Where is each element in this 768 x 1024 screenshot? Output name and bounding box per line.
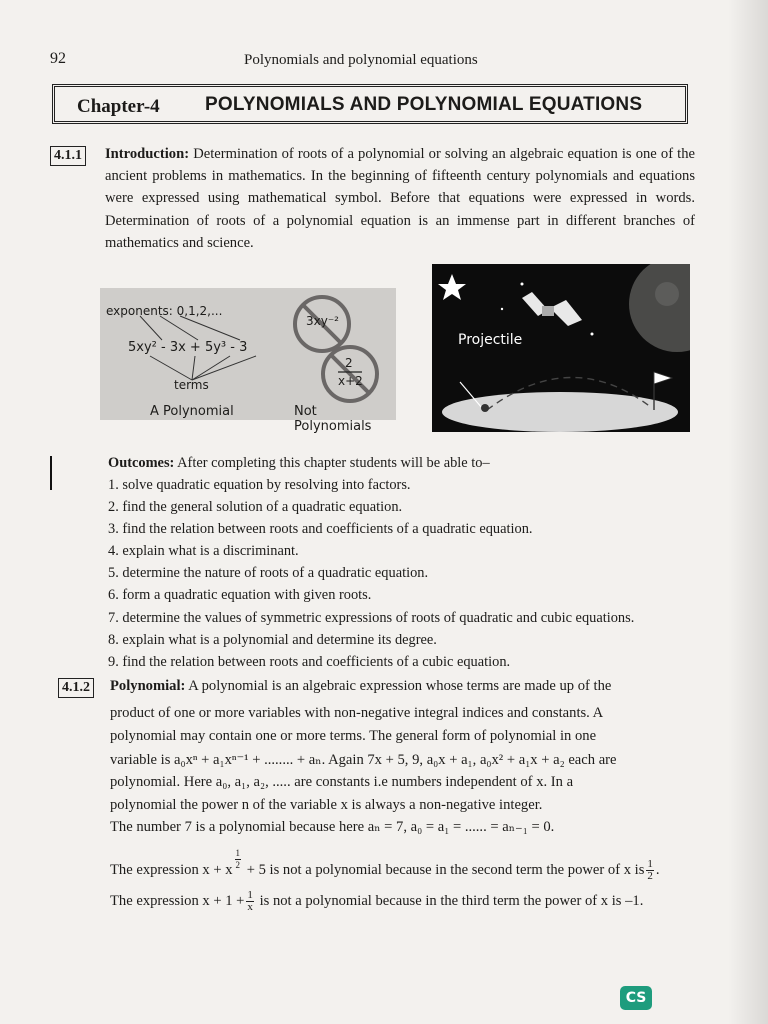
- scan-edge-shadow: [728, 0, 768, 1024]
- exponents-label: exponents: 0,1,2,...: [106, 304, 223, 318]
- caption-polynomial: A Polynomial: [150, 404, 234, 419]
- line8-part-a: The expression x + x: [110, 861, 233, 878]
- running-head: Polynomials and polynomial equations: [244, 52, 478, 68]
- polynomial-line-2: product of one or more variables with non-negative integral indices and constants. A: [110, 705, 604, 721]
- margin-mark: [50, 456, 52, 490]
- line9-part-b: is not a polynomial because in the third term the power of x is –1.: [259, 892, 644, 909]
- polynomial-heading: Polynomial:: [110, 678, 186, 694]
- outcome-item: 2. find the general solution of a quadratic equation.: [108, 499, 403, 516]
- polynomial-line-9: [110, 890, 643, 913]
- polynomial-line-8: [110, 848, 660, 882]
- intro-heading: Introduction:: [105, 146, 190, 162]
- line8-part-b: + 5 is not a polynomial because in the second term the power of x is: [246, 861, 645, 878]
- polynomial-line-4: variable is a₀xⁿ + a₁xⁿ⁻¹ + ........ + aₙ. Again 7x + 5, 9, a₀x + a₁, a₀x² + a₁x + a₂ each are: [110, 752, 617, 768]
- page-number: 92: [50, 50, 66, 67]
- outcome-item: 7. determine the values of symmetric expressions of roots of quadratic and cubic equations.: [108, 609, 635, 626]
- caption-not-polynomials: Not Polynomials: [294, 404, 372, 434]
- polynomial-text-1: A polynomial is an algebraic expression whose terms are made up of the: [188, 678, 612, 694]
- half-exponent: $\frac{1}{2}$: [235, 848, 241, 870]
- projectile-figure: [432, 264, 690, 432]
- not-polynomial-example-1: 3xy⁻²: [306, 314, 339, 328]
- chapter-title: POLYNOMIALS AND POLYNOMIAL EQUATIONS: [205, 94, 643, 115]
- section-number-intro: 4.1.1: [50, 146, 86, 166]
- outcome-item: 4. explain what is a discriminant.: [108, 543, 299, 560]
- not-polynomial-example-2-denominator: x+2: [338, 374, 363, 388]
- outcomes-heading: Outcomes:: [108, 455, 175, 471]
- polynomial-line-7: The number 7 is a polynomial because here aₙ = 7, a₀ = a₁ = ...... = aₙ₋₁ = 0.: [110, 819, 555, 835]
- chapter-label: Chapter-4: [77, 96, 160, 117]
- not-polynomial-example-2-numerator: 2: [345, 356, 353, 370]
- outcomes-list: [108, 452, 634, 673]
- polynomial-line-5: polynomial. Here a₀, a₁, a₂, ..... are constants i.e numbers independent of x. In a: [110, 774, 574, 790]
- projectile-figure-svg: [432, 264, 690, 432]
- terms-label: terms: [174, 378, 209, 392]
- intro-text: Determination of roots of a polynomial or solving an algebraic equation is one of the ancient problems in mathematics. In the beginning of fifteenth century polynomials and equations were expressed using mathematical symbol. Before that equations were expressed in words. Determination of roots of a polynomial equation is an immense part in different branches of mathematics and science.: [105, 146, 695, 251]
- outcome-item: 1. solve quadratic equation by resolving into factors.: [108, 477, 411, 493]
- polynomial-line-3: polynomial may contain one or more terms. The general form of polynomial in one: [110, 728, 597, 744]
- outcome-item: 3. find the relation between roots and coefficients of a quadratic equation.: [108, 521, 533, 538]
- half-fraction: $\frac{1}{2}$: [647, 858, 653, 883]
- polynomial-expression: 5xy² - 3x + 5y³ - 3: [128, 340, 248, 355]
- camscanner-logo: CS: [620, 986, 652, 1010]
- outcome-item: 6. form a quadratic equation with given roots.: [108, 587, 372, 604]
- reciprocal-x-fraction: $\frac{1}{x}$: [247, 889, 253, 913]
- chapter-heading-box: [52, 84, 688, 124]
- polynomial-figure: [100, 288, 396, 434]
- line8-end: .: [655, 861, 660, 878]
- projectile-label: Projectile: [458, 332, 523, 348]
- section-number-polynomial: 4.1.2: [58, 678, 94, 698]
- outcome-item: 9. find the relation between roots and coefficients of a cubic equation.: [108, 653, 511, 670]
- outcome-item: 5. determine the nature of roots of a quadratic equation.: [108, 565, 429, 582]
- line9-part-a: The expression x + 1 +: [110, 892, 245, 909]
- outcomes-lead: After completing this chapter students will be able to–: [177, 455, 490, 471]
- outcome-item: 8. explain what is a polynomial and determine its degree.: [108, 631, 437, 648]
- polynomial-line-1: [110, 678, 611, 695]
- outcomes-heading-line: [108, 452, 634, 474]
- intro-paragraph: [105, 143, 695, 254]
- polynomial-line-6: polynomial the power n of the variable x is always a non-negative integer.: [110, 797, 543, 813]
